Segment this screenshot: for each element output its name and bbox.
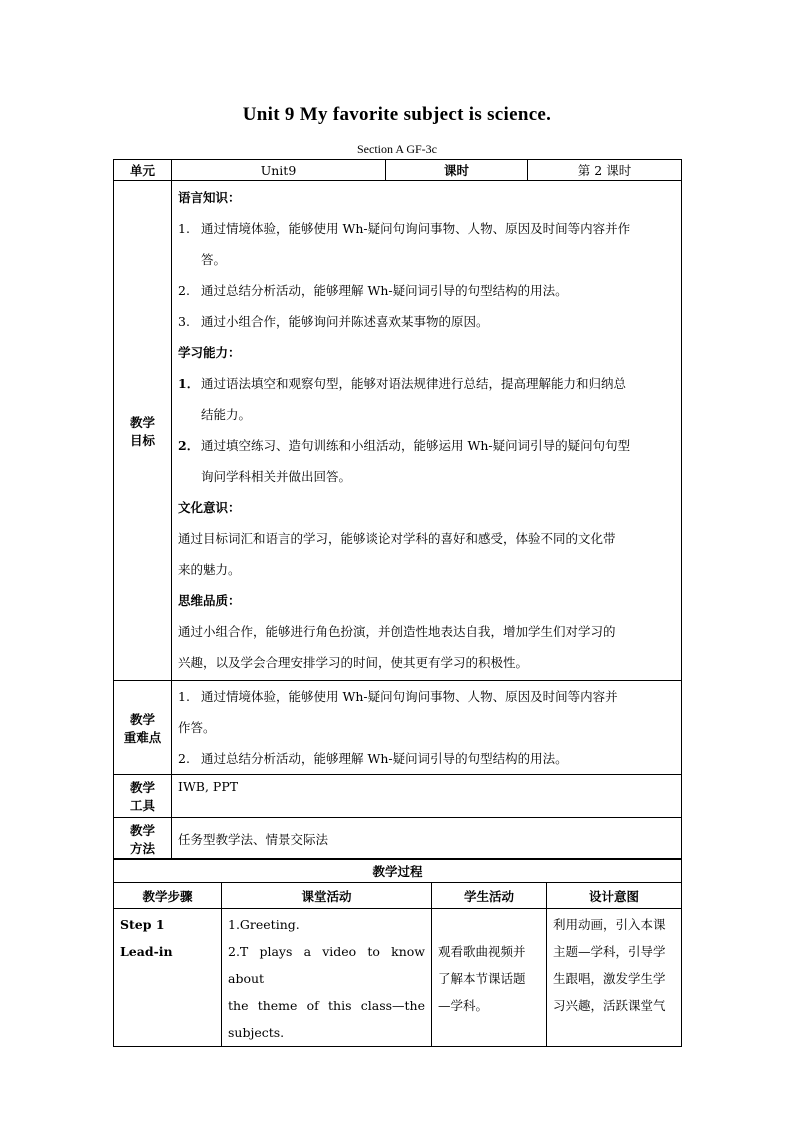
objectives-row <box>114 181 682 681</box>
key-points-content <box>172 681 682 775</box>
language-item-1-cont: 答。 <box>201 252 227 267</box>
process-step-row <box>114 909 682 1047</box>
design-cell <box>547 909 682 1047</box>
activity-line-3: the theme of this class—the <box>228 998 425 1013</box>
culture-line-2: 来的魅力。 <box>178 562 241 577</box>
student-line-2: 了解本节课话题 <box>438 971 526 986</box>
methods-row <box>114 818 682 860</box>
lesson-info-table <box>113 159 682 860</box>
step-cell <box>114 909 222 1047</box>
language-item-3: 3. 通过小组合作，能够询问并陈述喜欢某事物的原因。 <box>178 314 489 329</box>
objectives-label-line1: 教学 <box>129 414 155 430</box>
process-heading-row <box>114 859 682 883</box>
key-points-label: 教学 重难点 <box>114 681 172 775</box>
student-cell <box>432 909 547 1047</box>
column-header-student: 学生活动 <box>432 883 547 909</box>
language-item-2: 2. 通过总结分析活动，能够理解 Wh-疑问词引导的句型结构的用法。 <box>178 283 568 298</box>
tools-row <box>114 775 682 818</box>
methods-value: 任务型教学法、情景交际法 <box>172 818 682 860</box>
activity-line-4: subjects. <box>228 1025 285 1040</box>
step-name: Lead-in <box>120 944 173 959</box>
tools-label: 教学 工具 <box>114 775 172 818</box>
design-line-4: 习兴趣，活跃课堂气 <box>553 998 666 1013</box>
activity-line-2: 2.T plays a video to know about <box>228 944 425 986</box>
process-heading: 教学过程 <box>114 859 682 883</box>
student-line-3: —学科。 <box>438 998 489 1013</box>
activity-cell <box>222 909 432 1047</box>
key-point-1: 1. 通过情境体验，能够使用 Wh-疑问句询问事物、人物、原因及时间等内容并 <box>178 689 618 704</box>
process-header-row <box>114 883 682 909</box>
page-title: Unit 9 My favorite subject is science. <box>242 104 552 125</box>
key-point-1-cont: 作答。 <box>178 720 216 735</box>
objectives-label-line2: 目标 <box>129 432 155 448</box>
culture-heading: 文化意识： <box>178 500 241 515</box>
activity-line-1: 1.Greeting. <box>228 917 300 932</box>
period-label: 课时 <box>386 160 528 181</box>
unit-label: 单元 <box>114 160 172 181</box>
design-line-2: 主题—学科，引导学 <box>553 944 666 959</box>
ability-heading: 学习能力： <box>178 345 241 360</box>
unit-value: Unit9 <box>172 160 386 181</box>
tools-value: IWB, PPT <box>172 775 682 818</box>
column-header-activity: 课堂活动 <box>222 883 432 909</box>
step-number: Step 1 <box>120 917 165 932</box>
ability-item-2-cont: 询问学科相关并做出回答。 <box>201 469 352 484</box>
column-header-step: 教学步骤 <box>114 883 222 909</box>
language-heading: 语言知识： <box>178 190 241 205</box>
period-value: 第 2 课时 <box>528 160 682 181</box>
ability-item-1-cont: 结能力。 <box>201 407 252 422</box>
info-row <box>114 160 682 181</box>
key-point-2: 2. 通过总结分析活动，能够理解 Wh-疑问词引导的句型结构的用法。 <box>178 751 568 766</box>
design-line-1: 利用动画，引入本课 <box>553 917 666 932</box>
methods-label: 教学 方法 <box>114 818 172 860</box>
language-item-1: 1. 通过情境体验，能够使用 Wh-疑问句询问事物、人物、原因及时间等内容并作 <box>178 213 675 244</box>
ability-item-2: 2． 通过填空练习、造句训练和小组活动，能够运用 Wh-疑问词引导的疑问句句型 <box>178 438 631 453</box>
thinking-line-1: 通过小组合作，能够进行角色扮演，并创造性地表达自我，增加学生们对学习的 <box>178 624 616 639</box>
language-item-1-num: 1. <box>178 221 190 236</box>
key-points-row <box>114 681 682 775</box>
thinking-line-2: 兴趣，以及学会合理安排学习的时间，使其更有学习的积极性。 <box>178 655 529 670</box>
objectives-content <box>172 181 682 681</box>
culture-line-1: 通过目标词汇和语言的学习，能够谈论对学科的喜好和感受，体验不同的文化带 <box>178 531 616 546</box>
student-line-1: 观看歌曲视频并 <box>438 944 526 959</box>
ability-item-1: 1． 通过语法填空和观察句型，能够对语法规律进行总结，提高理解能力和归纳总 <box>178 376 627 391</box>
thinking-heading: 思维品质： <box>178 593 241 608</box>
process-table <box>113 858 682 1047</box>
design-line-3: 生跟唱，激发学生学 <box>553 971 666 986</box>
column-header-design: 设计意图 <box>547 883 682 909</box>
page-subtitle: Section A GF-3c <box>357 142 437 156</box>
objectives-label <box>114 181 172 681</box>
